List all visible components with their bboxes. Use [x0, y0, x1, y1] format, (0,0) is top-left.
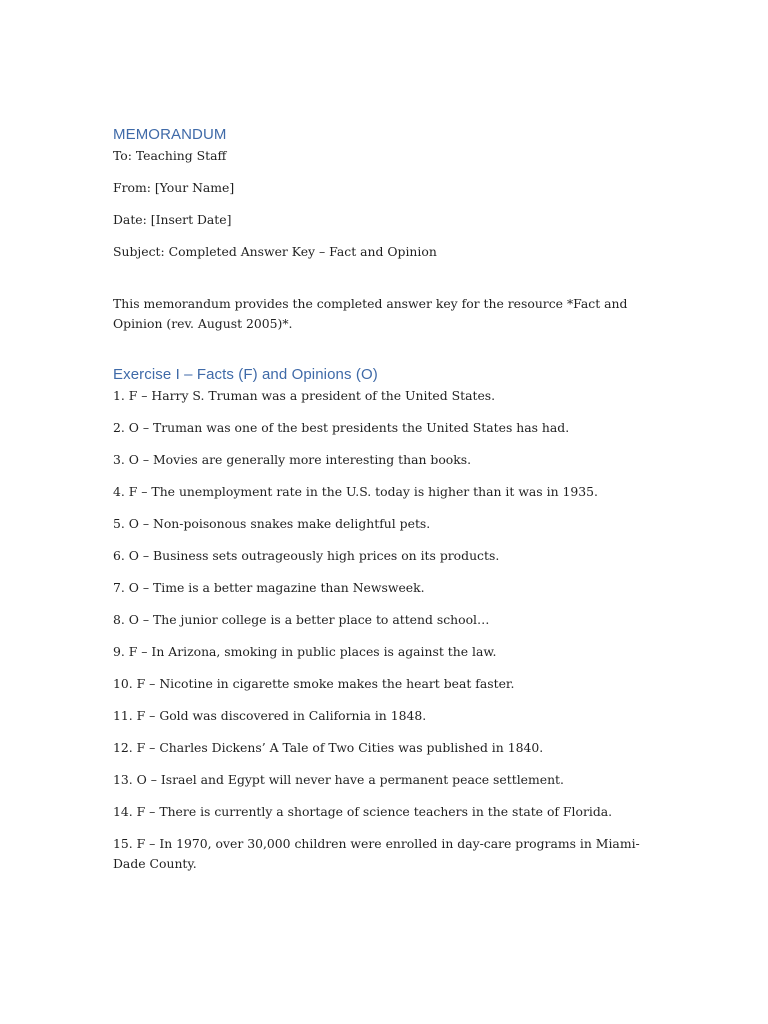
list-item: 9. F – In Arizona, smoking in public places is against the law. — [113, 644, 497, 659]
list-item: 2. O – Truman was one of the best presidents the United States has had. — [113, 420, 570, 435]
memo-to: To: Teaching Staff — [113, 148, 227, 163]
list-item: 7. O – Time is a better magazine than Newsweek. — [113, 580, 425, 595]
list-item: 15. F – In 1970, over 30,000 children were enrolled in day-care programs in Miami-Dade County. — [113, 836, 640, 871]
list-item: 3. O – Movies are generally more interesting than books. — [113, 452, 472, 467]
document-page — [113, 124, 658, 886]
list-item: 8. O – The junior college is a better place to attend school… — [113, 612, 490, 627]
list-item: 4. F – The unemployment rate in the U.S. today is higher than it was in 1935. — [113, 484, 598, 499]
exercise-heading: Exercise I – Facts (F) and Opinions (O) — [113, 366, 378, 383]
exercise-list — [113, 386, 658, 874]
list-item: 11. F – Gold was discovered in California in 1848. — [113, 708, 427, 723]
memo-from: From: [Your Name] — [113, 180, 235, 195]
list-item: 12. F – Charles Dickens’ A Tale of Two Cities was published in 1840. — [113, 740, 544, 755]
list-item: 5. O – Non-poisonous snakes make delightful pets. — [113, 516, 431, 531]
memo-date: Date: [Insert Date] — [113, 212, 232, 227]
list-item: 6. O – Business sets outrageously high prices on its products. — [113, 548, 500, 563]
list-item: 13. O – Israel and Egypt will never have a permanent peace settlement. — [113, 772, 564, 787]
memo-intro: This memorandum provides the completed answer key for the resource *Fact and Opinion (rev. August 2005)*. — [113, 296, 628, 331]
list-item: 10. F – Nicotine in cigarette smoke makes the heart beat faster. — [113, 676, 515, 691]
memo-subject: Subject: Completed Answer Key – Fact and Opinion — [113, 244, 437, 259]
memo-title: MEMORANDUM — [113, 126, 227, 143]
list-item: 14. F – There is currently a shortage of science teachers in the state of Florida. — [113, 804, 613, 819]
list-item: 1. F – Harry S. Truman was a president of the United States. — [113, 388, 496, 403]
